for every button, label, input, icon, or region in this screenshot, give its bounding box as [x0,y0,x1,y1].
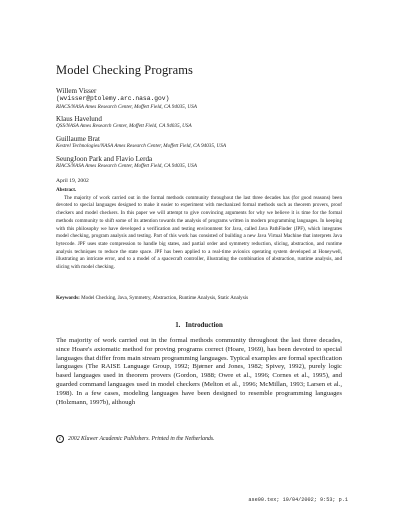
paper-title: Model Checking Programs [56,63,194,77]
abstract-heading: Abstract. [56,187,77,193]
page-footer: ase00.tex; 19/04/2002; 9:53; p.1 [248,497,348,503]
section-title: Introduction [185,322,223,329]
author-name: Klaus Havelund [56,115,102,124]
copyright-text: 2002 Kluwer Academic Publishers. Printed in the Netherlands. [68,436,215,442]
author-affiliation: Kestrel Technologies/NASA Ames Research Center, Moffett Field, CA 94035, USA [56,143,227,150]
section-heading [56,322,342,329]
abstract-text: The majority of work carried out in the formal methods community throughout the last three decades has (for good reasons) been devoted to special languages designed to make it easier to experiment with mechanized formal methods such as theorem provers, proof checkers and model checkers. In this paper we will attempt to give convincing arguments for why we believe it is time for the formal methods community to shift some of its attention towards the analysis of programs written in modern programming languages. In keeping with this philosophy we have developed a verification and testing environment for Java, called Java PathFinder (JPF), which integrates model checking, program analysis and testing. Part of this work has consisted of building a new Java Virtual Machine that interprets Java bytecode. JPF uses state compression to handle big states, and partial order and symmetry reduction, slicing, abstraction, and runtime analysis techniques to reduce the state space. JPF has been applied to a real-time avionics operating system developed at Honeywell, illustrating an intricate error, and to a model of a spacecraft controller, illustrating the combination of abstraction, runtime analysis, and slicing with model checking. [56,194,342,271]
author-entry [56,135,356,151]
author-affiliation: RIACS/NASA Ames Research Center, Moffett Field, CA 94035, USA [56,163,197,170]
copyright-notice [56,435,215,443]
author-entry [56,115,356,131]
introduction-paragraph: The majority of work carried out in the formal methods community throughout the last three decades, since Hoare's axiomatic method for proving programs correct (Hoare, 1969), has been devoted to special languages that differ from main stream programming languages. Typical examples are formal specification languages (The RAISE Language Group, 1992; Bjørner and Jones, 1982; Spivey, 1992), purely logic based languages used in theorem provers (Gordon, 1988; Owre et al., 1996; Cornes et al., 1995), and guarded command languages used in model checkers (Melton et al., 1996; McMillan, 1993; Larsen et al., 1998). In a few cases, modeling languages have been designed to resemble programming languages (Holzmann, 1997b), although [56,337,342,406]
paper-date: April 19, 2002 [56,178,89,184]
keywords [56,295,342,302]
abstract [56,187,342,272]
keywords-text: Model Checking, Java, Symmetry, Abstraction, Runtime Analysis, Static Analysis [81,295,249,301]
author-entry [56,155,356,171]
copyright-icon: c [56,435,64,443]
author-name: Guillaume Brat [56,134,100,143]
author-affiliation: QSS/NASA Ames Research Center, Moffett Field, CA 94035, USA [56,123,192,130]
keywords-label: Keywords: [56,295,80,301]
author-affiliation: RIACS/NASA Ames Research Center, Moffett Field, CA 94035, USA [56,103,197,110]
section-number: 1. [175,322,181,329]
author-entry [56,87,356,111]
author-list [56,87,356,174]
author-email: (wvisser@ptolemy.arc.nasa.gov) [56,95,170,103]
author-name: Willem Visser [56,87,97,95]
author-name: SeungJoon Park and Flavio Lerda [56,154,153,163]
